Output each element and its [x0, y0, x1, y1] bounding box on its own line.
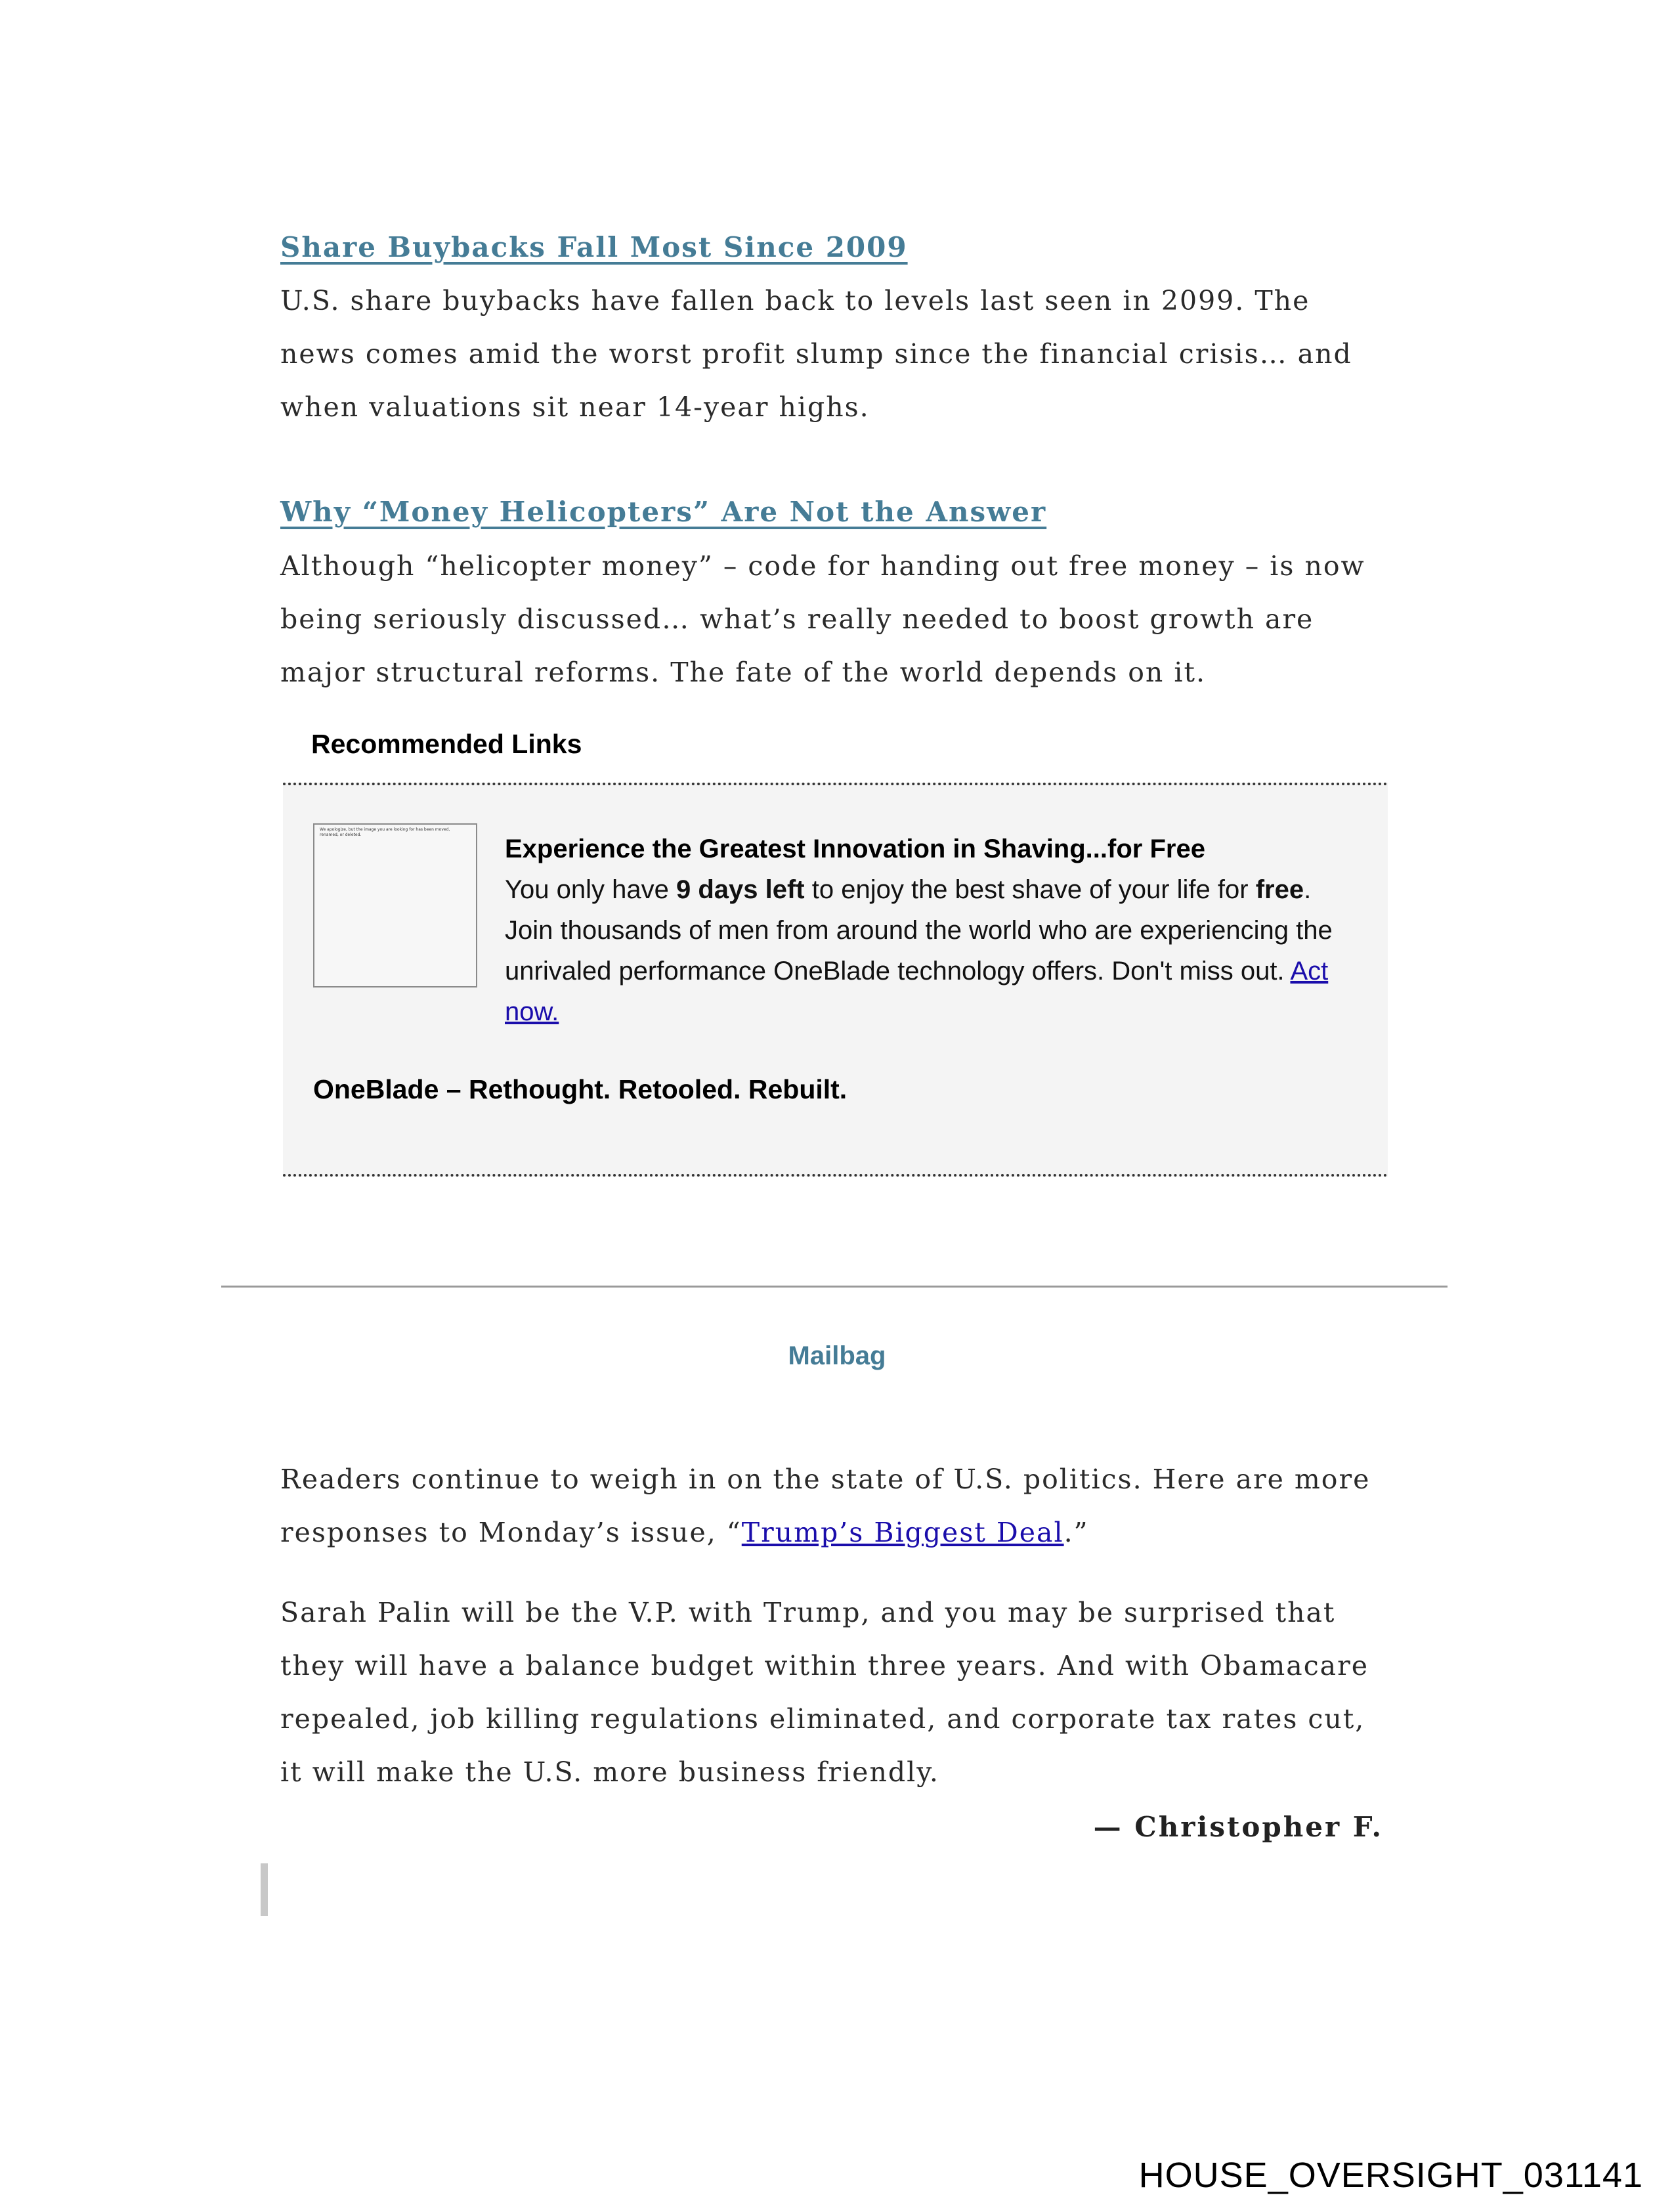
recommended-ad-box	[283, 783, 1388, 1177]
ad-headline: Experience the Greatest Innovation in Shaving...for Free	[505, 835, 1205, 863]
margin-bar	[261, 1863, 268, 1916]
reader-letter: Sarah Palin will be the V.P. with Trump, and you may be surprised that they will have a balance budget within three years. And with Obamacare repealed, job killing regulations eliminated, and corporate tax rates cut, it will make the U.S. more business friendly.	[280, 1597, 1369, 1788]
mailbag-intro-text: Readers continue to weigh in on the state of U.S. politics. Here are more responses to Monday’s issue, “	[280, 1464, 1371, 1548]
article-title-money-helicopters[interactable]: Why “Money Helicopters” Are Not the Answer	[280, 496, 1047, 528]
ad-description	[505, 869, 1365, 1032]
mailbag-intro	[280, 1453, 1390, 1559]
ad-thumbnail-broken-image[interactable]	[313, 823, 477, 987]
article-title-share-buybacks[interactable]: Share Buybacks Fall Most Since 2009	[280, 231, 908, 263]
ad-text-2: to enjoy the best shave of your life for	[804, 875, 1256, 904]
letter-signature: — Christopher F.	[1093, 1811, 1383, 1843]
mailbag-heading: Mailbag	[788, 1341, 886, 1370]
document-id: HOUSE_OVERSIGHT_031141	[1138, 2156, 1643, 2195]
ad-text-3: . Join thousands of men from around the world who are experiencing the unrivaled performance OneBlade technology offers. Don't miss out.	[505, 875, 1333, 986]
mailbag-intro-suffix: .”	[1063, 1517, 1089, 1548]
ad-text-1: You only have	[505, 875, 676, 904]
section-divider	[221, 1286, 1448, 1288]
trumps-biggest-deal-link[interactable]: Trump’s Biggest Deal	[741, 1517, 1064, 1548]
ad-days-left: 9 days left	[676, 875, 805, 904]
recommended-links-heading: Recommended Links	[311, 729, 582, 759]
thumbnail-error-text: We apologize, but the image you are looking for has been moved, renamed, or deleted.	[320, 827, 450, 837]
ad-copy	[505, 829, 1365, 1032]
ad-free-emphasis: free	[1255, 875, 1304, 904]
article-body-share-buybacks: U.S. share buybacks have fallen back to levels last seen in 2099. The news comes amid the worst profit slump since the financial crisis… and when valuations sit near 14-year highs.	[280, 285, 1352, 423]
article-body-money-helicopters: Although “helicopter money” – code for handing out free money – is now being seriously discussed… what’s really needed to boost growth are major structural reforms. The fate of the world depends on it.	[280, 550, 1365, 688]
ad-tagline: OneBlade – Rethought. Retooled. Rebuilt.	[313, 1074, 848, 1104]
act-now-link[interactable]: Act now.	[505, 957, 1329, 1026]
